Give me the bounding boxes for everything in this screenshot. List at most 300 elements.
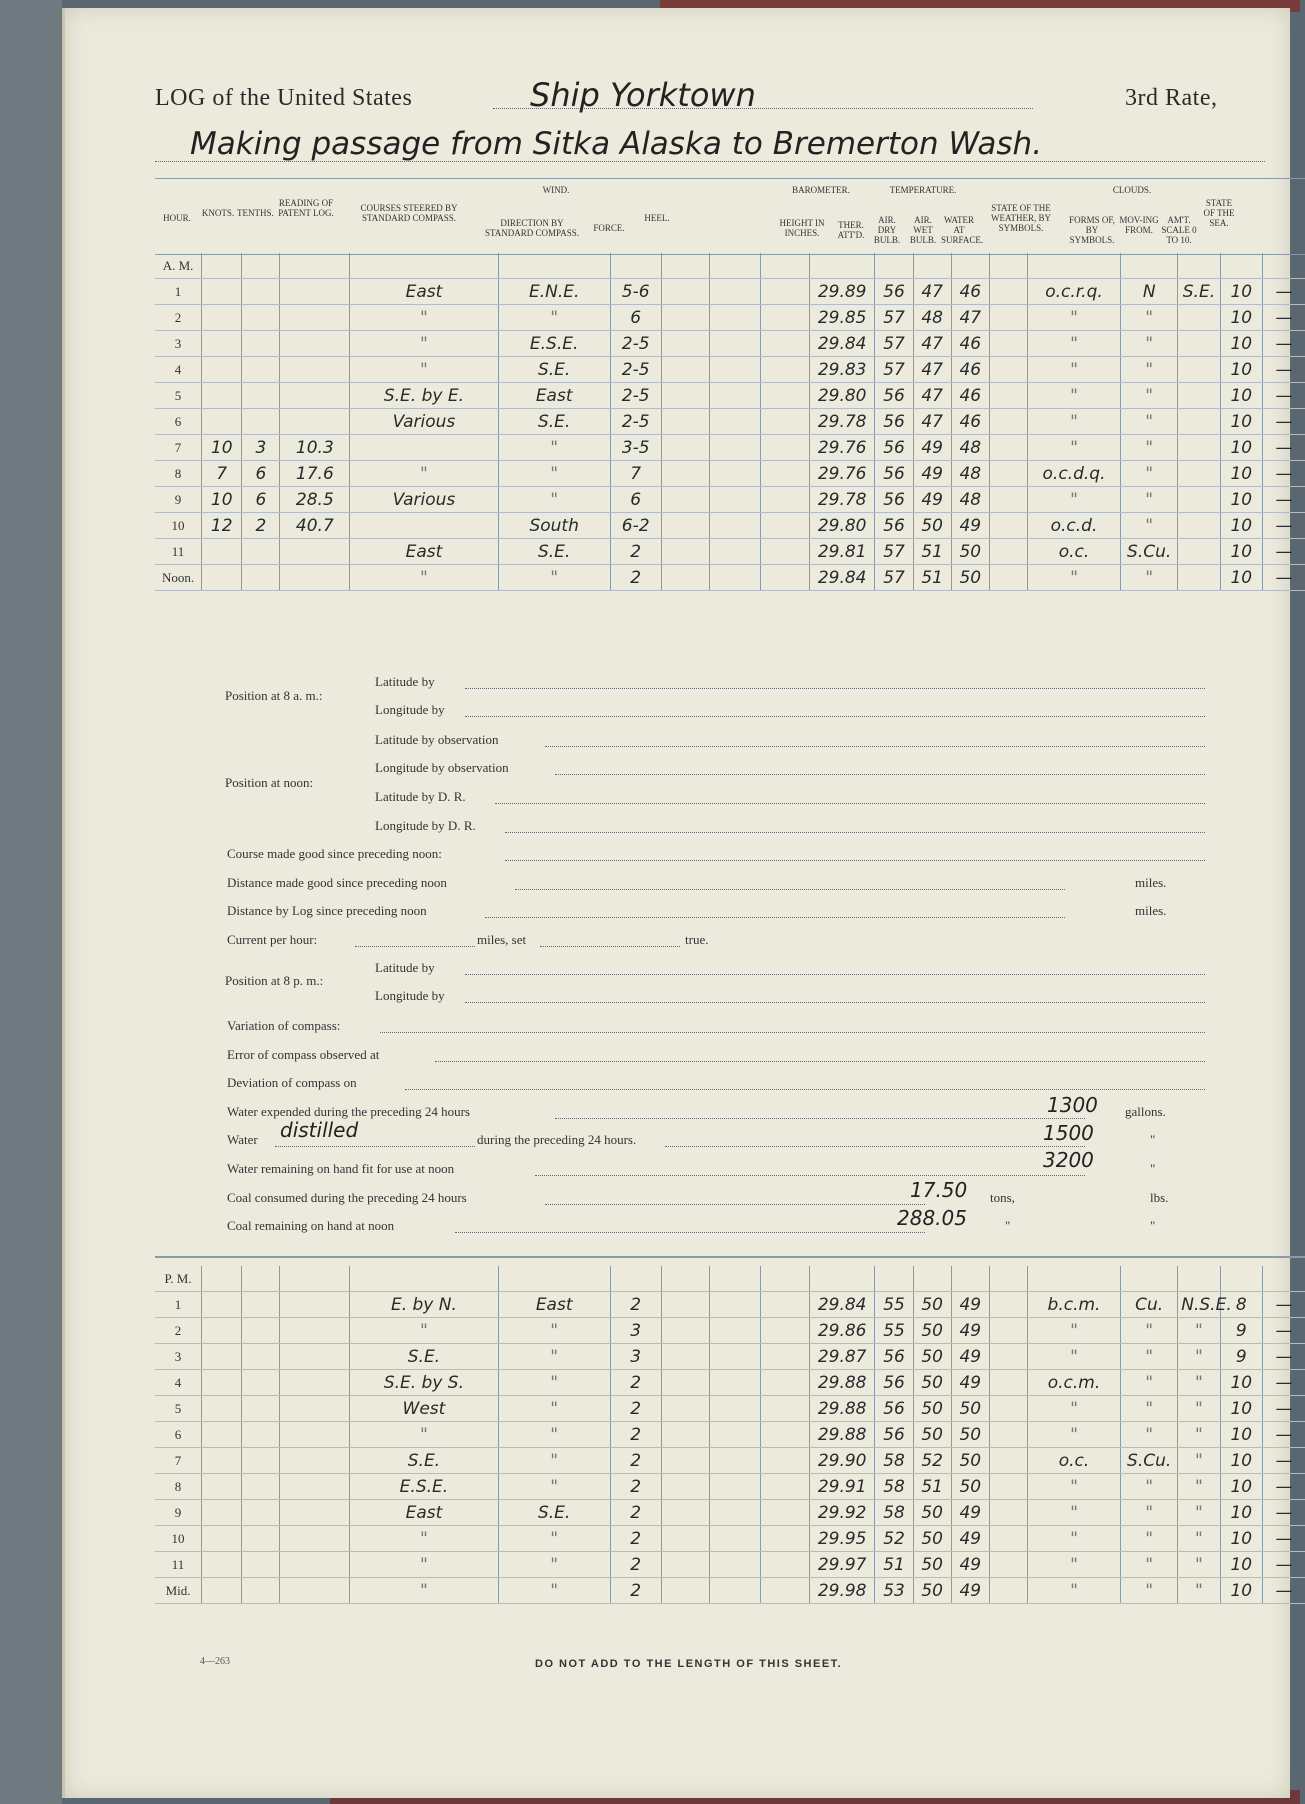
cell-s: — xyxy=(1262,461,1305,487)
cell-t xyxy=(242,1292,280,1318)
cell-k xyxy=(202,1422,242,1448)
cell-s: — xyxy=(1262,1448,1305,1474)
cell-wet: 48 xyxy=(951,435,989,461)
cell-x1 xyxy=(710,383,761,409)
cell-k xyxy=(202,1344,242,1370)
cell-f: 2 xyxy=(610,1292,661,1318)
cell-t xyxy=(242,1344,280,1370)
cell-th: 58 xyxy=(875,1474,913,1500)
cell-heel xyxy=(661,1292,710,1318)
cell-f: 2 xyxy=(610,1578,661,1604)
cell-w: " xyxy=(1027,1552,1120,1578)
cell-s: — xyxy=(1262,357,1305,383)
empty-cell xyxy=(661,1266,710,1292)
empty-cell xyxy=(1121,1266,1178,1292)
cell-w: " xyxy=(1027,305,1120,331)
cell-dry: 51 xyxy=(913,1474,951,1500)
empty-cell xyxy=(1262,253,1305,279)
cell-k xyxy=(202,1552,242,1578)
cell-mv xyxy=(1178,331,1220,357)
cell-p xyxy=(280,1370,350,1396)
cell-mv: " xyxy=(1178,1344,1220,1370)
water-during-label: during the preceding 24 hours. xyxy=(477,1132,637,1147)
cell-th: 57 xyxy=(875,357,913,383)
pm-section-rule xyxy=(155,1256,1305,1258)
lat-dr-line xyxy=(495,803,1205,804)
cell-x1 xyxy=(710,1578,761,1604)
cell-b: 29.81 xyxy=(809,539,875,565)
cell-fm: Cu. xyxy=(1121,1292,1178,1318)
cell-b: 29.83 xyxy=(809,357,875,383)
cell-th: 56 xyxy=(875,435,913,461)
log-row xyxy=(155,461,1305,487)
cell-p xyxy=(280,1318,350,1344)
cell-w: o.c.m. xyxy=(1027,1370,1120,1396)
cell-d: South xyxy=(498,513,610,539)
cell-b: 29.84 xyxy=(809,1292,875,1318)
cell-s: — xyxy=(1262,1370,1305,1396)
cell-wtr xyxy=(989,1526,1027,1552)
course-line xyxy=(505,860,1205,861)
empty-cell xyxy=(610,1266,661,1292)
empty-cell xyxy=(202,253,242,279)
cell-k: 10 xyxy=(202,487,242,513)
cell-f: 2 xyxy=(610,1422,661,1448)
cell-x2 xyxy=(761,1552,810,1578)
hour-cell: 8 xyxy=(155,461,202,487)
cell-c: " xyxy=(350,1422,498,1448)
cell-w: " xyxy=(1027,1526,1120,1552)
hour-cell: 5 xyxy=(155,1396,202,1422)
log-row xyxy=(155,331,1305,357)
coal-consumed-value: 17.50 xyxy=(910,1178,968,1202)
cell-s: — xyxy=(1262,1474,1305,1500)
cell-wet: 47 xyxy=(951,305,989,331)
cell-x2 xyxy=(761,409,810,435)
cell-t: 3 xyxy=(242,435,280,461)
am-log-table xyxy=(155,253,1305,591)
cell-k xyxy=(202,279,242,305)
cell-w: " xyxy=(1027,565,1120,591)
cell-heel xyxy=(661,331,710,357)
cell-t xyxy=(242,1370,280,1396)
cell-k xyxy=(202,331,242,357)
empty-cell xyxy=(951,253,989,279)
ledger-binding xyxy=(0,0,62,1804)
cell-x2 xyxy=(761,565,810,591)
cell-mv xyxy=(1178,357,1220,383)
cell-wet: 49 xyxy=(951,1552,989,1578)
log-row xyxy=(155,539,1305,565)
empty-cell xyxy=(280,1266,350,1292)
cell-p xyxy=(280,409,350,435)
cell-c: S.E. xyxy=(350,1448,498,1474)
empty-cell xyxy=(610,253,661,279)
hour-cell: 4 xyxy=(155,1370,202,1396)
cell-f: 2-5 xyxy=(610,383,661,409)
cell-s: — xyxy=(1262,279,1305,305)
ditto-mark-3: " xyxy=(1005,1218,1011,1233)
cell-c: " xyxy=(350,357,498,383)
cell-th: 56 xyxy=(875,1396,913,1422)
log-row xyxy=(155,487,1305,513)
log-row xyxy=(155,1318,1305,1344)
cell-b: 29.97 xyxy=(809,1552,875,1578)
ditto-mark-1: " xyxy=(1150,1132,1156,1147)
longitude-observation: Longitude by observation xyxy=(375,760,509,775)
empty-cell xyxy=(1262,1266,1305,1292)
cell-c xyxy=(350,435,498,461)
empty-cell xyxy=(280,253,350,279)
cell-mv xyxy=(1178,539,1220,565)
cell-fm: S.Cu. xyxy=(1121,1448,1178,1474)
cell-a: 10 xyxy=(1220,461,1262,487)
cell-heel xyxy=(661,305,710,331)
cell-t xyxy=(242,1422,280,1448)
log-row xyxy=(155,1500,1305,1526)
cell-k xyxy=(202,1474,242,1500)
cell-dry: 47 xyxy=(913,383,951,409)
cell-f: 2 xyxy=(610,1552,661,1578)
cell-s: — xyxy=(1262,435,1305,461)
longitude-by-8am: Longitude by xyxy=(375,702,445,717)
cell-mv: " xyxy=(1178,1526,1220,1552)
log-row xyxy=(155,383,1305,409)
log-title-prefix: LOG of the United States xyxy=(155,85,413,111)
cell-x1 xyxy=(710,1396,761,1422)
distance-by-log: Distance by Log since preceding noon xyxy=(227,903,427,918)
col-tenths: TENTHS. xyxy=(237,208,274,218)
log-row xyxy=(155,1422,1305,1448)
cell-b: 29.95 xyxy=(809,1526,875,1552)
section-label: P. M. xyxy=(155,1266,202,1292)
cell-th: 57 xyxy=(875,331,913,357)
hour-cell: 7 xyxy=(155,435,202,461)
empty-cell xyxy=(1178,1266,1220,1292)
water-remaining-value: 3200 xyxy=(1043,1148,1094,1172)
cell-dry: 49 xyxy=(913,435,951,461)
cell-p xyxy=(280,1578,350,1604)
empty-cell xyxy=(242,253,280,279)
cell-w: " xyxy=(1027,357,1120,383)
cell-heel xyxy=(661,1526,710,1552)
cell-f: 5-6 xyxy=(610,279,661,305)
cell-s: — xyxy=(1262,1526,1305,1552)
cell-th: 55 xyxy=(875,1318,913,1344)
water-expended-value: 1300 xyxy=(1047,1093,1098,1117)
cell-c: E.S.E. xyxy=(350,1474,498,1500)
cell-t xyxy=(242,279,280,305)
cell-f: 2-5 xyxy=(610,409,661,435)
cell-t xyxy=(242,331,280,357)
water-kind: distilled xyxy=(280,1118,359,1142)
cell-t: 6 xyxy=(242,487,280,513)
cell-f: 2 xyxy=(610,1500,661,1526)
cell-fm: " xyxy=(1121,331,1178,357)
cell-k xyxy=(202,305,242,331)
col-sea: STATE OF THE SEA. xyxy=(1203,198,1235,228)
col-temperature: TEMPERATURE. xyxy=(889,185,957,195)
cell-x1 xyxy=(710,279,761,305)
cell-fm: " xyxy=(1121,1578,1178,1604)
cell-t xyxy=(242,1448,280,1474)
cell-wtr xyxy=(989,461,1027,487)
col-forms: FORMS OF, BY SYMBOLS. xyxy=(1069,215,1115,245)
empty-cell xyxy=(1027,1266,1120,1292)
hour-cell: 11 xyxy=(155,1552,202,1578)
cell-wtr xyxy=(989,1344,1027,1370)
cell-f: 3 xyxy=(610,1318,661,1344)
hour-cell: 1 xyxy=(155,1292,202,1318)
cell-x2 xyxy=(761,1370,810,1396)
cell-mv xyxy=(1178,435,1220,461)
cell-s: — xyxy=(1262,565,1305,591)
cell-d: " xyxy=(498,1448,610,1474)
cell-f: 2-5 xyxy=(610,357,661,383)
cell-d: E.N.E. xyxy=(498,279,610,305)
cell-heel xyxy=(661,1318,710,1344)
sheet-notice: DO NOT ADD TO THE LENGTH OF THIS SHEET. xyxy=(535,1658,843,1670)
cell-k xyxy=(202,1526,242,1552)
cell-d: " xyxy=(498,1396,610,1422)
cell-d: S.E. xyxy=(498,1500,610,1526)
log-row xyxy=(155,1448,1305,1474)
cell-d: " xyxy=(498,1422,610,1448)
cell-dry: 50 xyxy=(913,1578,951,1604)
cell-f: 2 xyxy=(610,1474,661,1500)
water-expended-label: Water expended during the preceding 24 hours xyxy=(227,1104,470,1119)
ditto-mark-2: " xyxy=(1150,1161,1156,1176)
cell-fm: S.Cu. xyxy=(1121,539,1178,565)
cell-wtr xyxy=(989,435,1027,461)
cell-d: " xyxy=(498,1344,610,1370)
cell-k xyxy=(202,357,242,383)
water-exp-line xyxy=(555,1118,1085,1119)
empty-cell xyxy=(350,1266,498,1292)
passage-description: Making passage from Sitka Alaska to Bremerton Wash. xyxy=(190,126,1043,162)
water-distilled-value: 1500 xyxy=(1043,1121,1094,1145)
log-row xyxy=(155,1474,1305,1500)
cell-fm: " xyxy=(1121,513,1178,539)
cell-x1 xyxy=(710,305,761,331)
cell-c: East xyxy=(350,1500,498,1526)
cell-wet: 49 xyxy=(951,1500,989,1526)
cell-k xyxy=(202,383,242,409)
cell-fm: N xyxy=(1121,279,1178,305)
cell-w: b.c.m. xyxy=(1027,1292,1120,1318)
cell-x1 xyxy=(710,487,761,513)
water-remaining-label: Water remaining on hand fit for use at noon xyxy=(227,1161,455,1176)
empty-cell xyxy=(761,1266,810,1292)
latitude-observation: Latitude by observation xyxy=(375,732,499,747)
log-row xyxy=(155,1396,1305,1422)
cell-x1 xyxy=(710,1292,761,1318)
miles-unit-1: miles. xyxy=(1135,875,1167,890)
cell-a: 10 xyxy=(1220,435,1262,461)
cell-heel xyxy=(661,1500,710,1526)
cell-b: 29.84 xyxy=(809,331,875,357)
cell-t xyxy=(242,539,280,565)
cell-dry: 49 xyxy=(913,487,951,513)
hour-cell: 2 xyxy=(155,1318,202,1344)
cell-c: " xyxy=(350,1526,498,1552)
cell-x2 xyxy=(761,279,810,305)
lon-8pm-line xyxy=(465,1002,1205,1003)
cell-s: — xyxy=(1262,487,1305,513)
cell-x2 xyxy=(761,461,810,487)
hour-cell: 11 xyxy=(155,539,202,565)
cell-dry: 47 xyxy=(913,409,951,435)
cell-s: — xyxy=(1262,409,1305,435)
cell-mv xyxy=(1178,409,1220,435)
empty-cell xyxy=(1220,1266,1262,1292)
cell-f: 2 xyxy=(610,1370,661,1396)
cell-b: 29.90 xyxy=(809,1448,875,1474)
cell-c: " xyxy=(350,1578,498,1604)
hour-cell: Noon. xyxy=(155,565,202,591)
log-row xyxy=(155,1526,1305,1552)
cell-d: " xyxy=(498,1552,610,1578)
cell-a: 10 xyxy=(1220,1396,1262,1422)
cell-mv xyxy=(1178,513,1220,539)
cell-fm: " xyxy=(1121,565,1178,591)
empty-cell xyxy=(989,253,1027,279)
cell-f: 6 xyxy=(610,305,661,331)
cell-th: 57 xyxy=(875,565,913,591)
cell-c xyxy=(350,513,498,539)
cell-fm: " xyxy=(1121,487,1178,513)
cell-b: 29.91 xyxy=(809,1474,875,1500)
log-row xyxy=(155,1552,1305,1578)
col-water: WATER AT SURFACE. xyxy=(941,215,984,245)
cell-p xyxy=(280,1396,350,1422)
longitude-dr: Longitude by D. R. xyxy=(375,818,476,833)
lbs-unit: lbs. xyxy=(1150,1190,1169,1205)
cell-p xyxy=(280,305,350,331)
cell-c: Various xyxy=(350,487,498,513)
hour-cell: 3 xyxy=(155,331,202,357)
cell-f: 2 xyxy=(610,539,661,565)
course-made-good: Course made good since preceding noon: xyxy=(227,846,442,861)
cell-dry: 50 xyxy=(913,1422,951,1448)
cell-mv: S.E. xyxy=(1178,279,1220,305)
cell-th: 56 xyxy=(875,487,913,513)
empty-cell xyxy=(498,253,610,279)
variation-line xyxy=(380,1032,1205,1033)
coal-consumed-label: Coal consumed during the preceding 24 hours xyxy=(227,1190,467,1205)
cell-t xyxy=(242,305,280,331)
cell-d: " xyxy=(498,1474,610,1500)
cell-d: E.S.E. xyxy=(498,331,610,357)
cell-a: 10 xyxy=(1220,1448,1262,1474)
cell-mv xyxy=(1178,383,1220,409)
cell-s: — xyxy=(1262,331,1305,357)
cell-wtr xyxy=(989,1448,1027,1474)
position-noon-label: Position at noon: xyxy=(225,775,314,790)
cell-t xyxy=(242,565,280,591)
cell-wet: 50 xyxy=(951,1448,989,1474)
empty-cell xyxy=(913,1266,951,1292)
log-row xyxy=(155,1292,1305,1318)
cell-mv xyxy=(1178,487,1220,513)
empty-cell xyxy=(661,253,710,279)
error-of-compass: Error of compass observed at xyxy=(227,1047,380,1062)
cell-x2 xyxy=(761,1578,810,1604)
cell-x1 xyxy=(710,1370,761,1396)
cell-th: 56 xyxy=(875,1344,913,1370)
cell-w: o.c.d.q. xyxy=(1027,461,1120,487)
cell-w: " xyxy=(1027,1500,1120,1526)
cell-wet: 49 xyxy=(951,1578,989,1604)
cell-k: 10 xyxy=(202,435,242,461)
col-hour: HOUR. xyxy=(163,213,191,223)
cell-x2 xyxy=(761,305,810,331)
cell-x2 xyxy=(761,487,810,513)
section-label: A. M. xyxy=(155,253,202,279)
cell-x1 xyxy=(710,1552,761,1578)
cell-wtr xyxy=(989,1578,1027,1604)
log-row xyxy=(155,513,1305,539)
pm-log-table xyxy=(155,1266,1305,1604)
cell-x1 xyxy=(710,1422,761,1448)
cell-wet: 46 xyxy=(951,409,989,435)
cell-a: 10 xyxy=(1220,1422,1262,1448)
cell-w: o.c.r.q. xyxy=(1027,279,1120,305)
cell-th: 56 xyxy=(875,279,913,305)
cell-x2 xyxy=(761,1292,810,1318)
cell-x1 xyxy=(710,539,761,565)
hour-cell: 6 xyxy=(155,409,202,435)
cell-s: — xyxy=(1262,1500,1305,1526)
cell-fm: " xyxy=(1121,1318,1178,1344)
cell-wtr xyxy=(989,565,1027,591)
cell-w: " xyxy=(1027,1318,1120,1344)
cell-f: 6 xyxy=(610,487,661,513)
cell-wet: 49 xyxy=(951,1292,989,1318)
cell-heel xyxy=(661,1552,710,1578)
cell-t xyxy=(242,357,280,383)
cell-fm: " xyxy=(1121,1552,1178,1578)
cell-f: 3 xyxy=(610,1344,661,1370)
cell-heel xyxy=(661,435,710,461)
cell-x2 xyxy=(761,513,810,539)
dist-good-line xyxy=(515,889,1065,890)
cell-mv xyxy=(1178,305,1220,331)
col-barometer: BAROMETER. xyxy=(792,185,850,195)
cell-fm: " xyxy=(1121,1474,1178,1500)
cell-f: 2 xyxy=(610,565,661,591)
cell-wtr xyxy=(989,357,1027,383)
cell-p: 40.7 xyxy=(280,513,350,539)
cell-fm: " xyxy=(1121,1500,1178,1526)
gallons-unit: gallons. xyxy=(1125,1104,1166,1119)
cell-w: " xyxy=(1027,383,1120,409)
hour-cell: Mid. xyxy=(155,1578,202,1604)
cell-dry: 48 xyxy=(913,305,951,331)
cell-th: 56 xyxy=(875,461,913,487)
cell-mv: N.S.E. xyxy=(1178,1292,1220,1318)
cell-d: " xyxy=(498,1526,610,1552)
variation-of-compass: Variation of compass: xyxy=(227,1018,341,1033)
cell-dry: 51 xyxy=(913,565,951,591)
cell-wet: 50 xyxy=(951,1396,989,1422)
cell-x1 xyxy=(710,435,761,461)
cell-dry: 50 xyxy=(913,1500,951,1526)
cell-s: — xyxy=(1262,513,1305,539)
cell-x1 xyxy=(710,331,761,357)
cell-k xyxy=(202,1578,242,1604)
cell-w: o.c. xyxy=(1027,539,1120,565)
